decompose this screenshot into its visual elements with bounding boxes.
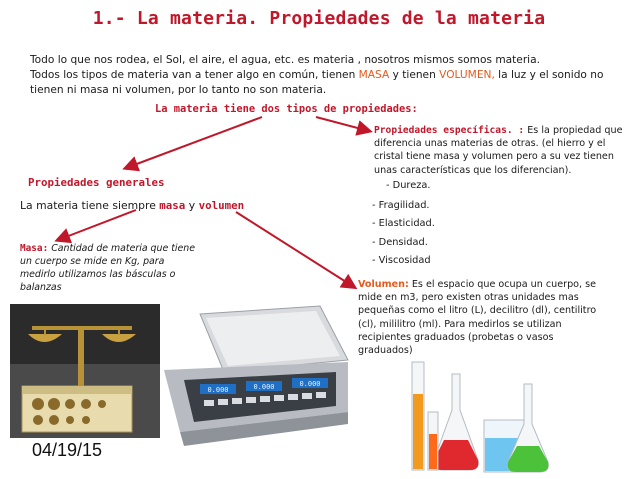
specific-item-fragilidad: - Fragilidad. [372,200,430,211]
general-properties-title: Propiedades generales [28,176,165,189]
intro-line-2c: la luz y el sonido no tienen ni masa ni volumen, por lo tanto no son materia. [30,69,604,96]
masa-highlight: MASA [358,69,390,81]
specific-properties-title: Propiedades específicas. : [374,125,525,136]
arrow-to-specific [316,117,369,131]
volumen-highlight: VOLUMEN, [439,69,495,81]
intro-line-2a: Todos los tipos de materia van a tener algo en común, tienen [30,69,359,81]
scale-display-2: 0.000 [253,383,275,391]
specific-item-elasticidad: - Elasticidad. [372,218,435,229]
specific-properties-text: Es la propiedad que diferencia unas materias de otras. (el hierro y el cristal tiene masa y volumen pero a su vez tienen unas características que los diferencian). [374,125,623,176]
lab-glassware-image [392,354,552,478]
scale-display-3: 0.000 [299,380,321,388]
specific-item-dureza: - Dureza. [386,180,431,191]
arrow-to-volumen [236,212,354,287]
page-title: 1.- La materia. Propiedades de la materia [92,8,546,29]
general-statement-b: y [185,199,199,212]
scale-display-1: 0.000 [207,386,229,394]
arrow-to-general [126,117,262,168]
intro-line-1: Todo lo que nos rodea, el Sol, el aire, el agua, etc. es materia , nosotros mismos somos materia. [30,54,540,66]
properties-subtitle: La materia tiene dos tipos de propiedades: [155,103,418,115]
volumen-label: Volumen: [358,279,409,290]
masa-label: Masa: [20,243,49,254]
intro-line-2b: y tienen [389,69,440,81]
digital-scale-image [160,300,352,450]
general-statement-masa: masa [159,199,186,212]
general-statement-a: La materia tiene siempre [20,199,160,212]
volumen-text: Es el espacio que ocupa un cuerpo, se mide en m3, pero existen otras unidades mas pequeñas como el litro (L), decilitro (dl), centilitro (cl), mililitro (ml). Para medirlos se utilizan recipientes graduados (probetas o vasos graduados) [358,279,597,357]
balance-scale-image [10,304,160,438]
general-statement-volumen: volumen [198,199,245,212]
slide-date: 04/19/15 [32,440,103,460]
arrow-to-masa [58,210,136,240]
specific-item-densidad: - Densidad. [372,237,428,248]
masa-text: Cantidad de materia que tiene un cuerpo se mide en Kg, para medirlo utilizamos las básculas o balanzas [20,243,195,293]
specific-item-viscosidad: - Viscosidad [372,255,431,266]
